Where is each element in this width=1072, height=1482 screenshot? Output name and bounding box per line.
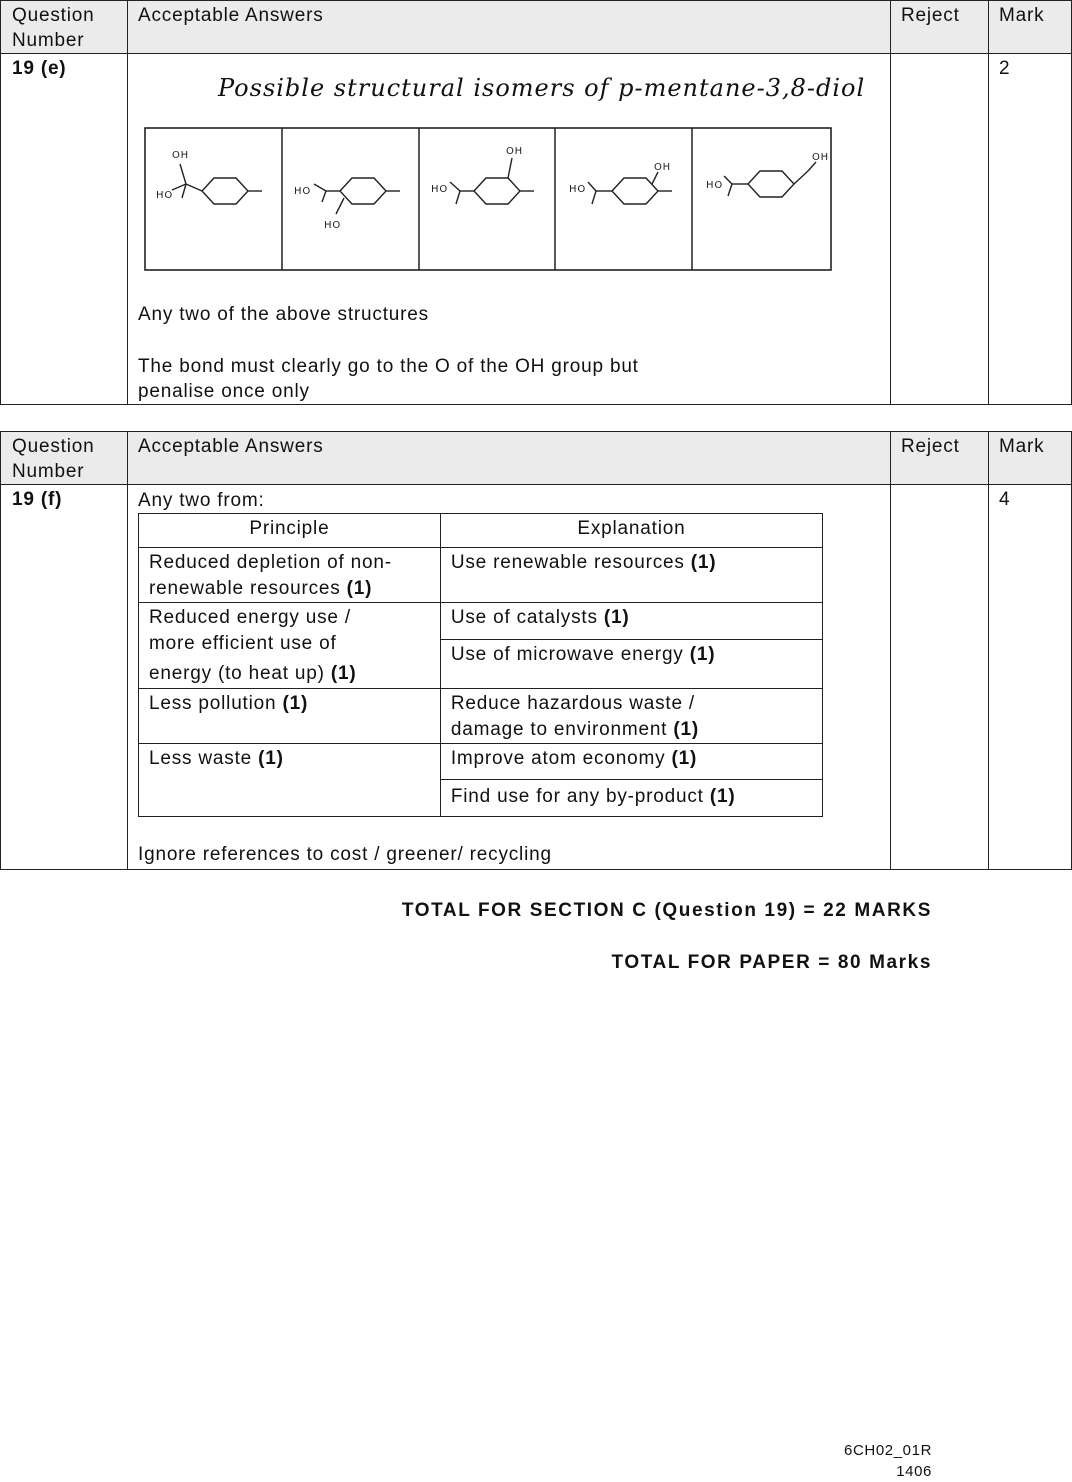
reject-cell-19e — [891, 54, 989, 405]
explanation-header: Explanation — [440, 514, 822, 548]
explanation-cell: Find use for any by-product (1) — [440, 780, 822, 817]
markscheme-table-19f — [0, 431, 1072, 870]
footer-date: 1406 — [896, 1463, 932, 1480]
header-acceptable-answers: Acceptable Answers — [128, 432, 891, 485]
svg-text:OH: OH — [812, 152, 829, 163]
principle-row — [139, 548, 823, 603]
handwritten-title: Possible structural isomers of p-mentane-3,8-diol — [218, 74, 866, 102]
markscheme-table-19e — [0, 0, 1072, 405]
header-row — [1, 1, 1072, 54]
principle-row — [139, 603, 823, 640]
principle-cell: Reduced energy use / more efficient use of energy (to heat up) (1) — [139, 603, 441, 689]
principle-row — [139, 689, 823, 744]
header-mark: Mark — [989, 1, 1072, 54]
header-row — [1, 432, 1072, 485]
svg-text:HO: HO — [569, 184, 586, 195]
answer-cell-19e — [128, 54, 891, 405]
principles-table — [138, 513, 823, 817]
principle-cell: Less waste (1) — [139, 744, 441, 817]
svg-text:OH: OH — [172, 150, 189, 161]
paper-total: TOTAL FOR PAPER = 80 Marks — [611, 952, 932, 973]
svg-text:HO: HO — [156, 190, 173, 201]
question-number-19f: 19 (f) — [1, 485, 128, 870]
answer-row-19e — [1, 54, 1072, 405]
explanation-cell: Improve atom economy (1) — [440, 744, 822, 780]
header-question-number: Question Number — [1, 1, 128, 54]
header-question-number: Question Number — [1, 432, 128, 485]
intro-text: Any two from: — [138, 490, 265, 511]
svg-text:HO: HO — [706, 180, 723, 191]
principle-row — [139, 744, 823, 780]
mark-cell-19e: 2 — [989, 54, 1072, 405]
svg-text:OH: OH — [654, 162, 671, 173]
answer-line-3: penalise once only — [138, 381, 310, 402]
header-reject: Reject — [891, 1, 989, 54]
principle-header: Principle — [139, 514, 441, 548]
answer-cell-19f — [128, 485, 891, 870]
reject-cell-19f — [891, 485, 989, 870]
question-number-19e: 19 (e) — [1, 54, 128, 405]
svg-text:OH: OH — [506, 146, 523, 157]
explanation-cell: Use of microwave energy (1) — [440, 640, 822, 689]
svg-text:HO: HO — [324, 220, 341, 231]
principle-cell: Reduced depletion of non- renewable resources (1) — [139, 548, 441, 603]
mark-cell-19f: 4 — [989, 485, 1072, 870]
svg-text:HO: HO — [294, 186, 311, 197]
explanation-cell: Use renewable resources (1) — [440, 548, 822, 603]
answer-line-2: The bond must clearly go to the O of the OH group but — [138, 356, 639, 377]
principle-cell: Less pollution (1) — [139, 689, 441, 744]
footer-paper-code: 6CH02_01R — [844, 1442, 932, 1459]
section-total: TOTAL FOR SECTION C (Question 19) = 22 MARKS — [401, 900, 932, 921]
header-mark: Mark — [989, 432, 1072, 485]
explanation-cell: Use of catalysts (1) — [440, 603, 822, 640]
answer-row-19f — [1, 485, 1072, 870]
ignore-note: Ignore references to cost / greener/ recycling — [138, 844, 552, 865]
answer-line-1: Any two of the above structures — [138, 304, 429, 325]
structures-figure — [144, 126, 834, 276]
footer-code — [844, 1440, 932, 1482]
svg-text:HO: HO — [431, 184, 448, 195]
principles-header-row — [139, 514, 823, 548]
header-acceptable-answers: Acceptable Answers — [128, 1, 891, 54]
explanation-cell: Reduce hazardous waste / damage to environment (1) — [440, 689, 822, 744]
header-reject: Reject — [891, 432, 989, 485]
